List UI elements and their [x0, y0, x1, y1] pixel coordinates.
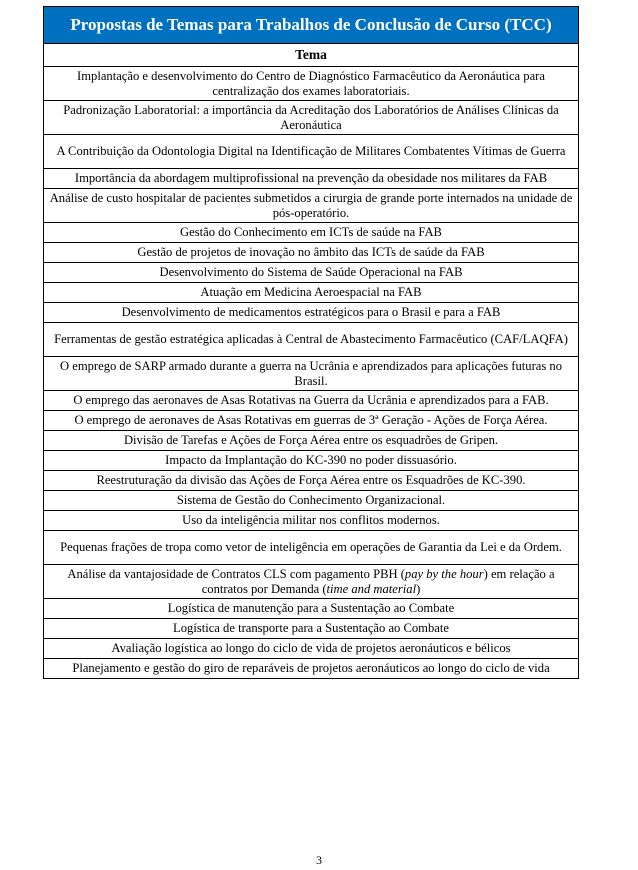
table-row: Reestruturação da divisão das Ações de Força Aérea entre os Esquadrões de KC-390.	[44, 471, 579, 491]
table-row: Impacto da Implantação do KC-390 no poder dissuasório.	[44, 451, 579, 471]
table-row	[44, 565, 579, 599]
table-row: Logística de transporte para a Sustentação ao Combate	[44, 619, 579, 639]
table-row: Avaliação logística ao longo do ciclo de vida de projetos aeronáuticos e bélicos	[44, 639, 579, 659]
table-row: Gestão do Conhecimento em ICTs de saúde na FAB	[44, 223, 579, 243]
row-text-italic: time and material	[326, 581, 417, 596]
table-row: Gestão de projetos de inovação no âmbito das ICTs de saúde da FAB	[44, 243, 579, 263]
row-text-part: )	[416, 581, 421, 596]
table-row: Importância da abordagem multiprofissional na prevenção da obesidade nos militares da FAB	[44, 169, 579, 189]
table-row: Uso da inteligência militar nos conflitos modernos.	[44, 511, 579, 531]
table-row: Padronização Laboratorial: a importância da Acreditação dos Laboratórios de Análises Clínicas da Aeronáutica	[44, 101, 579, 135]
table-row: Divisão de Tarefas e Ações de Força Aérea entre os esquadrões de Gripen.	[44, 431, 579, 451]
row-text-part: Análise da vantajosidade de Contratos CLS com pagamento PBH (	[67, 567, 405, 581]
row-text-italic: pay by the hour	[404, 567, 484, 581]
table-row: O emprego de aeronaves de Asas Rotativas em guerras de 3ª Geração - Ações de Força Aérea.	[44, 411, 579, 431]
table-row: Análise de custo hospitalar de pacientes submetidos a cirurgia de grande porte internados na unidade de pós-operatório.	[44, 189, 579, 223]
page-number: 3	[316, 853, 322, 867]
table-row: O emprego de SARP armado durante a guerra na Ucrânia e aprendizados para aplicações futuras no Brasil.	[44, 357, 579, 391]
table-row: A Contribuição da Odontologia Digital na Identificação de Militares Combatentes Vítimas de Guerra	[44, 135, 579, 169]
row-text-part: ) em relação a contratos por Demanda (	[201, 567, 555, 596]
table-row: Ferramentas de gestão estratégica aplicadas à Central de Abastecimento Farmacêutico (CAF/LAQFA)	[44, 323, 579, 357]
table-row: Desenvolvimento do Sistema de Saúde Operacional na FAB	[44, 263, 579, 283]
table-title: Propostas de Temas para Trabalhos de Conclusão de Curso (TCC)	[44, 7, 579, 44]
tcc-topics-table	[43, 6, 579, 679]
table-row: O emprego das aeronaves de Asas Rotativas na Guerra da Ucrânia e aprendizados para a FAB.	[44, 391, 579, 411]
table-row: Logística de manutenção para a Sustentação ao Combate	[44, 599, 579, 619]
column-header-tema: Tema	[44, 44, 579, 67]
table-row: Pequenas frações de tropa como vetor de inteligência em operações de Garantia da Lei e da Ordem.	[44, 531, 579, 565]
table-row: Sistema de Gestão do Conhecimento Organizacional.	[44, 491, 579, 511]
table-row: Planejamento e gestão do giro de reparáveis de projetos aeronáuticos ao longo do ciclo de vida	[44, 659, 579, 679]
table-row: Atuação em Medicina Aeroespacial na FAB	[44, 283, 579, 303]
table-row: Implantação e desenvolvimento do Centro de Diagnóstico Farmacêutico da Aeronáutica para centralização dos exames laboratoriais.	[44, 67, 579, 101]
table-body	[44, 67, 579, 679]
table-row: Desenvolvimento de medicamentos estratégicos para o Brasil e para a FAB	[44, 303, 579, 323]
